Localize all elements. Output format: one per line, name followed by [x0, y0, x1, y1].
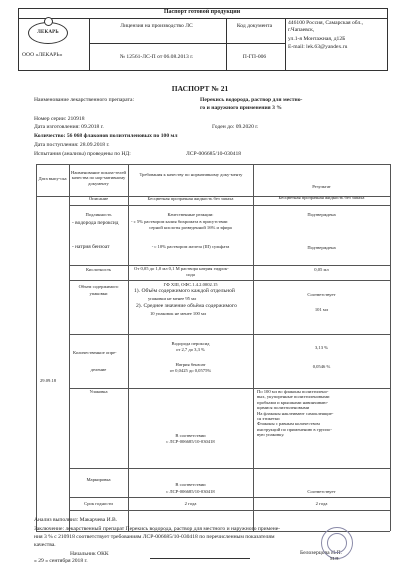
nd-number: ЛСР-006685/10-030418: [186, 151, 242, 157]
row-appearance-name: Описание: [88, 196, 109, 201]
packaging-res-line: пробками и крышками навинчиваю-: [257, 399, 329, 405]
packaging-res-line: вых, укупоренные полиэтиленовыми: [257, 394, 330, 400]
col-header-result: Результат: [312, 184, 331, 189]
packaging-res-line: ся этикетки: [257, 416, 280, 422]
passport-title: ПАСПОРТ № 21: [171, 84, 229, 93]
row-authenticity-req-2: - с 5% раствором калия бихромата в присутствии: [131, 219, 228, 224]
doc-code-label: Код документа: [236, 23, 273, 29]
row-authenticity-res-2: Подтверждена: [307, 245, 336, 250]
address-line-1: 446100 Россия, Самарская обл., г.Чапаевск,: [288, 20, 364, 33]
quantity: Количество: 56 068 флаконов полиэтиленовых по 100 мл: [34, 133, 178, 139]
row-assay-req-4: от 0,0425 до 0,0575%: [169, 368, 212, 373]
row-marking-name: Маркировка: [86, 477, 111, 482]
row-volume-name-1: Объем содержимого: [78, 284, 119, 289]
row-assay-name-1: Количественное опре-: [73, 350, 117, 355]
row-marking-req-2: с ЛСР-006685/10-030418: [166, 489, 215, 494]
header-title: Паспорт готовой продукции: [163, 9, 241, 15]
drug-name-1: Перекись водорода, раствор для местно-: [200, 97, 303, 103]
row-assay-res-1: 3,13 %: [314, 345, 328, 350]
doc-code: П-ГП-006: [242, 54, 267, 60]
row-volume-req-2: 1). Объём содержимого каждой отдельной: [134, 288, 235, 294]
row-authenticity-name-2: - водорода пероксид: [72, 220, 119, 226]
expiry-date: Годен до: 09.2020 г.: [212, 124, 259, 130]
row-volume-res-1: Соответствует: [307, 292, 336, 297]
row-authenticity-name-3: - натрия бензоат: [72, 244, 110, 250]
row-volume-req-1: ГФ XIII, ОФС.1.4.2.0002.15: [163, 282, 218, 287]
packaging-res-line: По 100 мл во флаконы полиэтилено-: [257, 389, 329, 394]
drug-label: Наименование лекарственного препарата:: [34, 97, 135, 103]
row-assay-req-1: Водорода пероксид: [171, 341, 210, 346]
company-name: ООО «ЛЕКАРЬ»: [22, 52, 63, 58]
head-of-qc-label: Начальник ОКК: [70, 551, 109, 557]
row-authenticity-res-1: Подтверждена: [307, 212, 336, 217]
row-assay-req-3: Натрия бензоат: [175, 362, 206, 367]
row-assay-req-2: от 2,7 до 3,3 %: [176, 347, 205, 352]
row-marking-res: Соответствует: [307, 489, 336, 494]
row-acidity-req-2: сида: [186, 272, 195, 277]
row-authenticity-req-1: Качественные реакции:: [167, 212, 214, 217]
document-date: « 29 » сентября 2018 г.: [34, 558, 88, 564]
col-header-indicator: Наименование показа-телей качества по нор-мативному документу: [71, 170, 126, 186]
arrival-date: Дата поступления: 28.09.2018 г.: [34, 142, 110, 148]
col-header-requirement: Требования к качеству по нормативному доку-менту: [139, 172, 243, 177]
conclusion-line-2: ния 3 % с 210918 соответствует требованиям ЛСР-006685/10-030418 по перечисленным показателям: [34, 534, 275, 540]
company-logo: ЛЕКАРЬ: [28, 22, 68, 44]
row-acidity-req-1: От 0,05 до 1,0 мл 0,1 М раствора натрия гидрок-: [134, 266, 229, 271]
signature-line: [150, 558, 250, 559]
row-assay-name-2: деление: [90, 367, 107, 372]
row-shelf-req: 2 года: [184, 501, 197, 506]
row-packaging-req-2: с ЛСР-006685/10-030418: [166, 439, 215, 444]
conclusion-line-3: качества.: [34, 542, 56, 548]
row-shelf-res: 2 года: [315, 501, 328, 506]
company-email: E-mail: lek.63@yandex.ru: [288, 44, 348, 50]
head-of-qc-name: Белозерцова Н.П.: [300, 550, 342, 556]
manufacture-date: Дата изготовления: 09.2018 г.: [34, 124, 104, 130]
packaging-res-line: вую упаковку.: [257, 432, 285, 438]
col-header-date: Дата выпу-ска: [38, 176, 67, 181]
row-packaging-name: Упаковка: [89, 389, 108, 394]
row-appearance-req: Бесцветная прозрачная жидкость без запаха: [147, 196, 234, 201]
series-number: Номер серии: 210918: [34, 116, 85, 122]
packaging-res-line: На флаконы наклеивают самоклеящие-: [257, 410, 334, 416]
row-authenticity-req-3: серной кислоты разведенной 16% и эфира: [149, 225, 232, 230]
row-marking-req-1: В соответствии: [175, 482, 206, 487]
row-assay-res-2: 0,0546 %: [312, 364, 331, 369]
release-date: 29.09.18: [40, 378, 57, 383]
row-authenticity-req-4: - с 10% раствором железа (III) сульфата: [151, 244, 230, 249]
row-authenticity-name-1: Подлинность: [85, 212, 112, 217]
analyst: Анализ выполнил: Макарчева И.В.: [34, 517, 118, 523]
packaging-res-line: инструкций по применению в группо-: [257, 426, 332, 432]
row-volume-req-5: 10 упаковок не менее 100 мл: [150, 311, 207, 316]
row-acidity-res: 0,05 мл: [314, 267, 329, 272]
row-shelf-name: Срок годности: [84, 501, 113, 506]
row-packaging-req-1: В соответствии: [175, 433, 206, 438]
row-volume-res-2: 101 мл: [314, 307, 329, 312]
tests-label: Испытания (анализы) проведены по НД:: [34, 151, 131, 157]
drug-name-2: го и наружного применения 3 %: [200, 105, 282, 111]
license-label: Лицензия на производство ЛС: [120, 23, 193, 29]
row-volume-name-2: упаковки: [89, 291, 108, 296]
packaging-res-line: щимися полиэтиленовыми: [257, 405, 310, 411]
conclusion-line-1: Заключение: лекарственный препарат Перекись водорода, раствор для местного и наружного примене-: [34, 526, 281, 532]
company-stamp-inner: [327, 533, 347, 553]
row-appearance-res: Бесцветная прозрачная жидкость без запаха: [278, 195, 365, 200]
row-volume-req-4: 2). Среднее значение объёма содержимого: [136, 303, 237, 309]
license-number: № 12561-ЛС-П от 06.08.2013 г.: [119, 54, 194, 60]
row-acidity-name: Кислотность: [85, 267, 112, 272]
address-line-2: ул.1-я Монтажная, д12Б: [288, 36, 346, 42]
row-volume-req-3: упаковки не менее 95 мл: [148, 296, 197, 301]
packaging-res-line: Флаконы с равным количеством: [257, 421, 320, 427]
stamp-label: М.П.: [330, 556, 340, 561]
row-packaging-res: [257, 389, 389, 438]
